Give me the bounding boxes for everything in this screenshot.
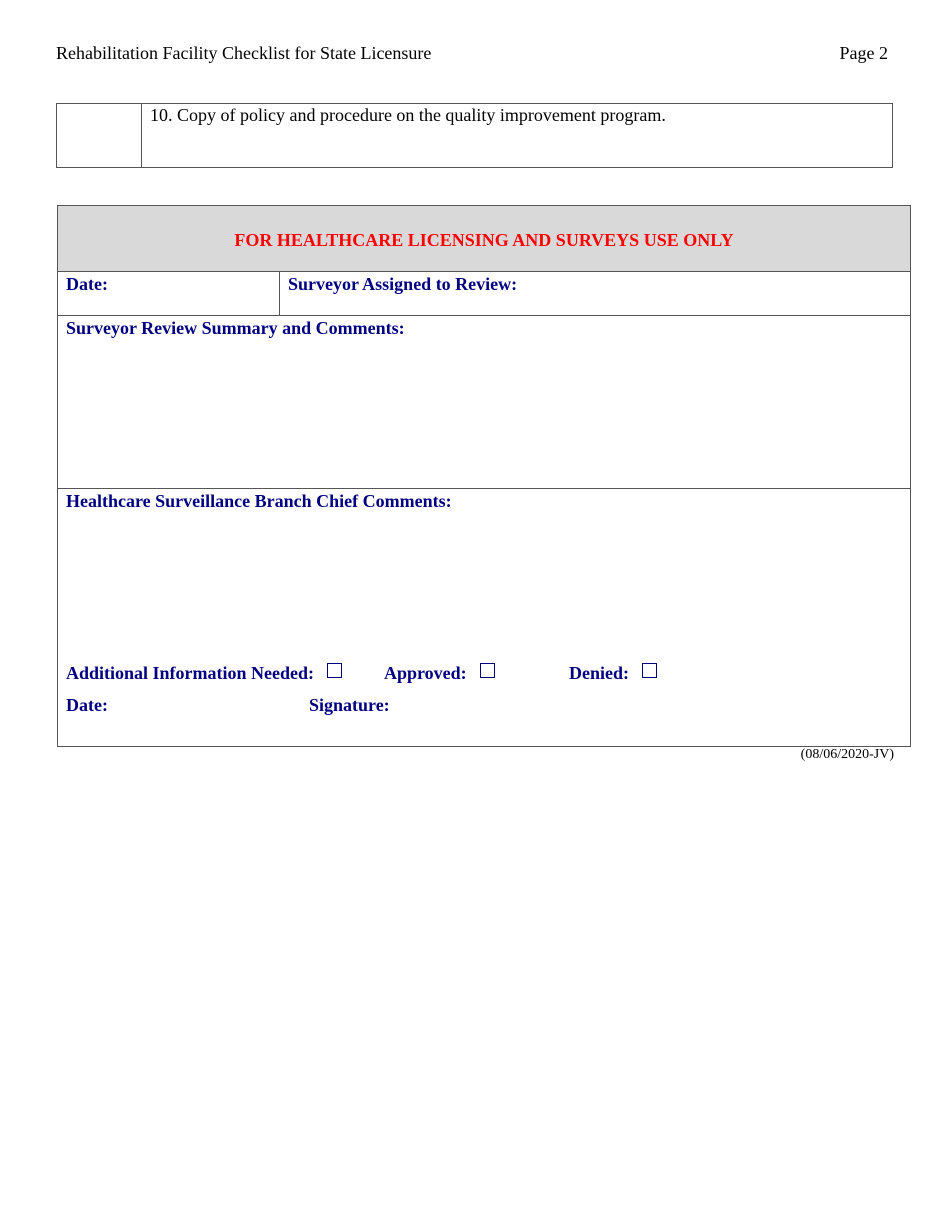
approved-option [384, 663, 495, 684]
date-surveyor-row [58, 272, 910, 316]
review-date-label: Date: [66, 274, 108, 294]
checklist-item-text: 10. Copy of policy and procedure on the quality improvement program. [150, 105, 666, 125]
form-version: (08/06/2020-JV) [800, 747, 894, 762]
surveyor-summary-field[interactable] [58, 316, 910, 489]
office-use-form [57, 205, 911, 747]
denied-checkbox[interactable] [642, 663, 657, 678]
document-title: Rehabilitation Facility Checklist for State Licensure [56, 43, 432, 63]
signature-label: Signature: [309, 695, 390, 715]
surveyor-assigned-label: Surveyor Assigned to Review: [288, 274, 518, 294]
approved-checkbox[interactable] [480, 663, 495, 678]
additional-info-checkbox[interactable] [327, 663, 342, 678]
page-number: Page 2 [839, 43, 888, 63]
review-date-field[interactable] [58, 272, 280, 315]
signature-date-label: Date: [66, 695, 108, 715]
surveyor-summary-label: Surveyor Review Summary and Comments: [66, 318, 405, 338]
office-use-heading: FOR HEALTHCARE LICENSING AND SURVEYS USE ONLY [234, 229, 734, 250]
denied-option [569, 663, 657, 684]
checklist-table [56, 103, 893, 168]
denied-label: Denied: [569, 663, 629, 683]
branch-chief-comments-label: Healthcare Surveillance Branch Chief Comments: [66, 491, 452, 511]
additional-info-option [66, 663, 342, 684]
decision-line [66, 663, 906, 687]
signature-line [66, 695, 906, 719]
approved-label: Approved: [384, 663, 467, 683]
surveyor-assigned-field[interactable] [280, 272, 910, 315]
checklist-check-cell[interactable] [57, 104, 142, 167]
additional-info-label: Additional Information Needed: [66, 663, 315, 683]
office-use-header [58, 206, 910, 272]
